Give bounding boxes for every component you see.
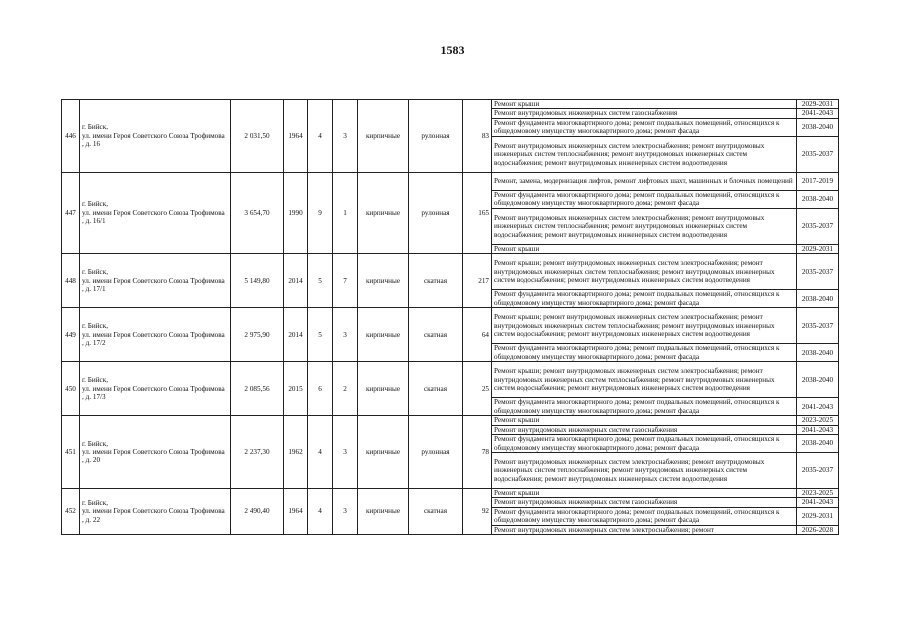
work-period: 2038-2040: [797, 344, 839, 362]
house-roof: рулонная: [409, 172, 463, 253]
address-line: г. Бийск,: [82, 376, 109, 385]
house-walls: кирпичные: [358, 308, 409, 362]
house-year: 2014: [284, 308, 308, 362]
work-description: Ремонт фундамента многоквартирного дома; ремонт подвальных помещений, относящихся к общедомовому имуществу многоквартирного дома; ремонт фасада: [492, 398, 797, 416]
house-address: [80, 489, 231, 535]
address-line: г. Бийск,: [82, 200, 109, 209]
house-number: 447: [62, 172, 80, 253]
work-period: 2041-2043: [797, 109, 839, 118]
house-area: 2 490,40: [231, 489, 284, 535]
work-description: Ремонт крыши: [492, 416, 797, 425]
work-description: Ремонт внутридомовых инженерных систем электроснабжения; ремонт внутридомовых инженерных систем теплоснабжения; ремонт внутридомовых инженерных систем водоснабжения; ремонт внутридомовых инженерных систем водоотведения: [492, 136, 797, 172]
work-period: 2038-2040: [797, 118, 839, 136]
table-row: [62, 172, 839, 190]
house-floors: 9: [308, 172, 333, 253]
address-line: , д. 17/1: [82, 284, 106, 293]
work-description: Ремонт крыши: [492, 100, 797, 109]
work-period: 2023-2025: [797, 489, 839, 498]
house-roof: скатная: [409, 362, 463, 416]
house-entrances: 3: [333, 416, 358, 489]
house-number: 452: [62, 489, 80, 535]
house-year: 1964: [284, 100, 308, 173]
house-floors: 5: [308, 308, 333, 362]
address-line: , д. 22: [82, 515, 101, 524]
house-number: 451: [62, 416, 80, 489]
house-floors: 6: [308, 362, 333, 416]
house-area: 2 975,90: [231, 308, 284, 362]
work-period: 2029-2031: [797, 507, 839, 525]
work-description: Ремонт фундамента многоквартирного дома; ремонт подвальных помещений, относящихся к общедомовому имуществу многоквартирного дома; ремонт фасада: [492, 118, 797, 136]
work-description: Ремонт внутридомовых инженерных систем газоснабжения: [492, 498, 797, 507]
address-line: г. Бийск,: [82, 439, 109, 448]
house-year: 2015: [284, 362, 308, 416]
work-period: 2029-2031: [797, 244, 839, 253]
address-line: г. Бийск,: [82, 322, 109, 331]
work-description: Ремонт крыши: [492, 244, 797, 253]
address-line: г. Бийск,: [82, 123, 109, 132]
address-line: , д. 20: [82, 456, 101, 465]
house-walls: кирпичные: [358, 416, 409, 489]
work-period: 2041-2043: [797, 425, 839, 434]
address-line: ул. имени Героя Советского Союза Трофимова: [82, 507, 225, 516]
house-area: 2 031,50: [231, 100, 284, 173]
address-line: , д. 16/1: [82, 217, 106, 226]
house-roof: рулонная: [409, 100, 463, 173]
house-roof: скатная: [409, 308, 463, 362]
work-description: Ремонт фундамента многоквартирного дома; ремонт подвальных помещений, относящихся к общедомовому имуществу многоквартирного дома; ремонт фасада: [492, 290, 797, 308]
house-year: 1964: [284, 489, 308, 535]
house-walls: кирпичные: [358, 362, 409, 416]
house-apartments: 64: [463, 308, 492, 362]
work-description: Ремонт фундамента многоквартирного дома; ремонт подвальных помещений, относящихся к общедомовому имуществу многоквартирного дома; ремонт фасада: [492, 190, 797, 208]
house-entrances: 2: [333, 362, 358, 416]
house-roof: скатная: [409, 489, 463, 535]
house-area: 2 085,56: [231, 362, 284, 416]
address-line: ул. имени Героя Советского Союза Трофимова: [82, 131, 225, 140]
work-period: 2038-2040: [797, 362, 839, 398]
work-description: Ремонт фундамента многоквартирного дома; ремонт подвальных помещений, относящихся к общедомовому имуществу многоквартирного дома; ремонт фасада: [492, 507, 797, 525]
house-area: 3 654,70: [231, 172, 284, 253]
work-period: 2035-2037: [797, 136, 839, 172]
work-period: 2035-2037: [797, 254, 839, 290]
house-floors: 5: [308, 254, 333, 308]
house-number: 446: [62, 100, 80, 173]
house-area: 2 237,30: [231, 416, 284, 489]
work-period: 2023-2025: [797, 416, 839, 425]
work-description: Ремонт крыши; ремонт внутридомовых инженерных систем электроснабжения; ремонт внутридомовых инженерных систем теплоснабжения; ремонт внутридомовых инженерных систем водоснабжения; ремонт внутридомовых инженерных систем водоотведения: [492, 362, 797, 398]
address-line: ул. имени Героя Советского Союза Трофимова: [82, 276, 225, 285]
address-line: , д. 17/3: [82, 392, 106, 401]
work-period: 2035-2037: [797, 208, 839, 244]
house-year: 1962: [284, 416, 308, 489]
work-period: 2038-2040: [797, 290, 839, 308]
house-address: [80, 308, 231, 362]
address-line: ул. имени Героя Советского Союза Трофимова: [82, 330, 225, 339]
house-floors: 4: [308, 489, 333, 535]
house-walls: кирпичные: [358, 489, 409, 535]
house-apartments: 83: [463, 100, 492, 173]
table-row: [62, 489, 839, 498]
work-description: Ремонт внутридомовых инженерных систем электроснабжения; ремонт внутридомовых инженерных систем теплоснабжения; ремонт внутридомовых инженерных систем водоснабжения; ремонт внутридомовых инженерных систем водоотведения: [492, 453, 797, 489]
address-line: , д. 17/2: [82, 338, 106, 347]
work-description: Ремонт внутридомовых инженерных систем электроснабжения; ремонт: [492, 525, 797, 534]
work-description: Ремонт фундамента многоквартирного дома; ремонт подвальных помещений, относящихся к общедомовому имуществу многоквартирного дома; ремонт фасада: [492, 435, 797, 453]
house-apartments: 92: [463, 489, 492, 535]
address-line: ул. имени Героя Советского Союза Трофимова: [82, 208, 225, 217]
house-number: 450: [62, 362, 80, 416]
work-period: 2029-2031: [797, 100, 839, 109]
house-roof: скатная: [409, 254, 463, 308]
work-period: 2041-2043: [797, 398, 839, 416]
work-description: Ремонт фундамента многоквартирного дома; ремонт подвальных помещений, относящихся к общедомовому имуществу многоквартирного дома; ремонт фасада: [492, 344, 797, 362]
house-entrances: 3: [333, 308, 358, 362]
house-roof: рулонная: [409, 416, 463, 489]
address-line: г. Бийск,: [82, 499, 109, 508]
work-description: Ремонт крыши: [492, 489, 797, 498]
work-description: Ремонт крыши; ремонт внутридомовых инженерных систем электроснабжения; ремонт внутридомовых инженерных систем теплоснабжения; ремонт внутридомовых инженерных систем водоснабжения; ремонт внутридомовых инженерных систем водоотведения: [492, 308, 797, 344]
house-floors: 4: [308, 100, 333, 173]
work-description: Ремонт крыши; ремонт внутридомовых инженерных систем электроснабжения; ремонт внутридомовых инженерных систем теплоснабжения; ремонт внутридомовых инженерных систем водоснабжения; ремонт внутридомовых инженерных систем водоотведения: [492, 254, 797, 290]
house-floors: 4: [308, 416, 333, 489]
house-address: [80, 172, 231, 253]
house-address: [80, 100, 231, 173]
work-period: 2035-2037: [797, 453, 839, 489]
house-area: 5 149,80: [231, 254, 284, 308]
table-row: [62, 100, 839, 109]
table-row: [62, 362, 839, 398]
page-number: 1583: [440, 43, 465, 57]
work-period: 2041-2043: [797, 498, 839, 507]
repair-schedule-table: [61, 99, 839, 535]
table-row: [62, 254, 839, 290]
house-entrances: 7: [333, 254, 358, 308]
house-apartments: 78: [463, 416, 492, 489]
table-row: [62, 416, 839, 425]
work-description: Ремонт, замена, модернизация лифтов, ремонт лифтовых шахт, машинных и блочных помещений: [492, 172, 797, 190]
house-year: 1990: [284, 172, 308, 253]
house-walls: кирпичные: [358, 172, 409, 253]
work-description: Ремонт внутридомовых инженерных систем электроснабжения; ремонт внутридомовых инженерных систем теплоснабжения; ремонт внутридомовых инженерных систем водоснабжения; ремонт внутридомовых инженерных систем водоотведения: [492, 208, 797, 244]
work-period: 2038-2040: [797, 435, 839, 453]
address-line: ул. имени Героя Советского Союза Трофимова: [82, 384, 225, 393]
address-line: г. Бийск,: [82, 268, 109, 277]
house-walls: кирпичные: [358, 254, 409, 308]
house-walls: кирпичные: [358, 100, 409, 173]
house-number: 449: [62, 308, 80, 362]
address-line: , д. 16: [82, 140, 101, 149]
house-year: 2014: [284, 254, 308, 308]
house-number: 448: [62, 254, 80, 308]
house-apartments: 217: [463, 254, 492, 308]
house-apartments: 165: [463, 172, 492, 253]
work-description: Ремонт внутридомовых инженерных систем газоснабжения: [492, 425, 797, 434]
work-period: 2017-2019: [797, 172, 839, 190]
work-period: 2026-2028: [797, 525, 839, 534]
work-period: 2038-2040: [797, 190, 839, 208]
address-line: ул. имени Героя Советского Союза Трофимова: [82, 447, 225, 456]
work-period: 2035-2037: [797, 308, 839, 344]
house-entrances: 3: [333, 489, 358, 535]
house-apartments: 25: [463, 362, 492, 416]
house-address: [80, 416, 231, 489]
house-entrances: 1: [333, 172, 358, 253]
house-address: [80, 362, 231, 416]
work-description: Ремонт внутридомовых инженерных систем газоснабжения: [492, 109, 797, 118]
table-row: [62, 308, 839, 344]
house-entrances: 3: [333, 100, 358, 173]
house-address: [80, 254, 231, 308]
